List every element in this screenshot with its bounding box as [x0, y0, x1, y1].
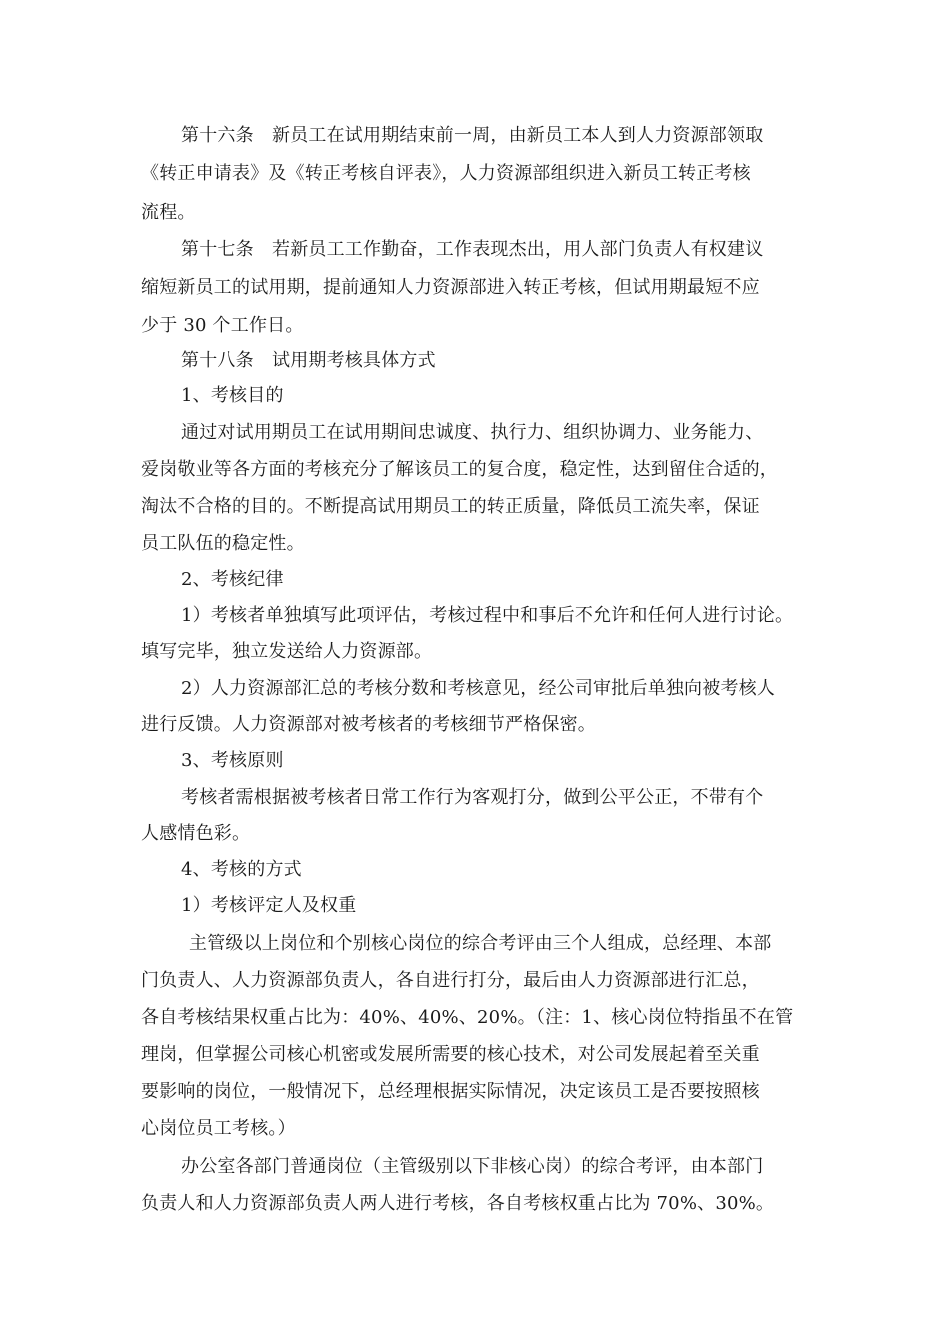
section-4-para-1-line-6: 心岗位员工考核。）: [141, 1118, 296, 1139]
section-1-para-line-2: 爱岗敬业等各方面的考核充分了解该员工的复合度，稳定性，达到留住合适的，: [141, 459, 778, 480]
section-1-para-line-1: 通过对试用期员工在试用期间忠诚度、执行力、组织协调力、业务能力、: [181, 422, 764, 443]
section-1-para-line-4: 员工队伍的稳定性。: [141, 533, 305, 554]
section-2-item-2-line-1: 2）人力资源部汇总的考核分数和考核意见，经公司审批后单独向被考核人: [181, 678, 776, 699]
article-17-line-2: 缩短新员工的试用期，提前通知人力资源部进入转正考核，但试用期最短不应: [141, 277, 760, 298]
section-4-item-1-heading: 1）考核评定人及权重: [181, 895, 357, 916]
section-2-heading: 2、考核纪律: [181, 569, 284, 590]
section-4-para-2-line-2: 负责人和人力资源部负责人两人进行考核，各自考核权重占比为 70%、30%。: [141, 1193, 775, 1214]
section-1-heading: 1、考核目的: [181, 385, 284, 406]
article-16-line-2: 《转正申请表》及《转正考核自评表》，人力资源部组织进入新员工转正考核: [141, 163, 751, 184]
section-2-item-2-line-2: 进行反馈。人力资源部对被考核者的考核细节严格保密。: [141, 714, 596, 735]
article-17-line-1: 第十七条 若新员工工作勤奋，工作表现杰出，用人部门负责人有权建议: [181, 239, 764, 260]
article-17-line-3: 少于 30 个工作日。: [141, 315, 304, 336]
article-16-line-1: 第十六条 新员工在试用期结束前一周，由新员工本人到人力资源部领取: [181, 125, 764, 146]
article-16-line-3: 流程。: [141, 202, 196, 223]
section-3-para-line-2: 人感情色彩。: [141, 823, 251, 844]
section-4-para-1-line-2: 门负责人、人力资源部负责人，各自进行打分，最后由人力资源部进行汇总，: [141, 970, 760, 991]
section-2-item-1-line-2: 填写完毕，独立发送给人力资源部。: [141, 641, 433, 662]
section-3-heading: 3、考核原则: [181, 750, 284, 771]
section-4-para-1-line-4: 理岗，但掌握公司核心机密或发展所需要的核心技术，对公司发展起着至关重: [141, 1044, 760, 1065]
article-18-heading: 第十八条 试用期考核具体方式: [181, 350, 436, 371]
section-4-para-1-line-5: 要影响的岗位，一般情况下，总经理根据实际情况，决定该员工是否要按照核: [141, 1081, 760, 1102]
section-4-para-2-line-1: 办公室各部门普通岗位（主管级别以下非核心岗）的综合考评，由本部门: [181, 1156, 764, 1177]
section-4-para-1-line-1: 主管级以上岗位和个别核心岗位的综合考评由三个人组成，总经理、本部: [189, 933, 772, 954]
section-3-para-line-1: 考核者需根据被考核者日常工作行为客观打分，做到公平公正，不带有个: [181, 787, 764, 808]
section-4-para-1-line-3: 各自考核结果权重占比为：40%、40%、20%。（注：1、核心岗位特指虽不在管: [141, 1007, 794, 1028]
section-1-para-line-3: 淘汰不合格的目的。不断提高试用期员工的转正质量，降低员工流失率，保证: [141, 496, 760, 517]
section-2-item-1-line-1: 1）考核者单独填写此项评估，考核过程中和事后不允许和任何人进行讨论。: [181, 605, 794, 626]
section-4-heading: 4、考核的方式: [181, 859, 302, 880]
